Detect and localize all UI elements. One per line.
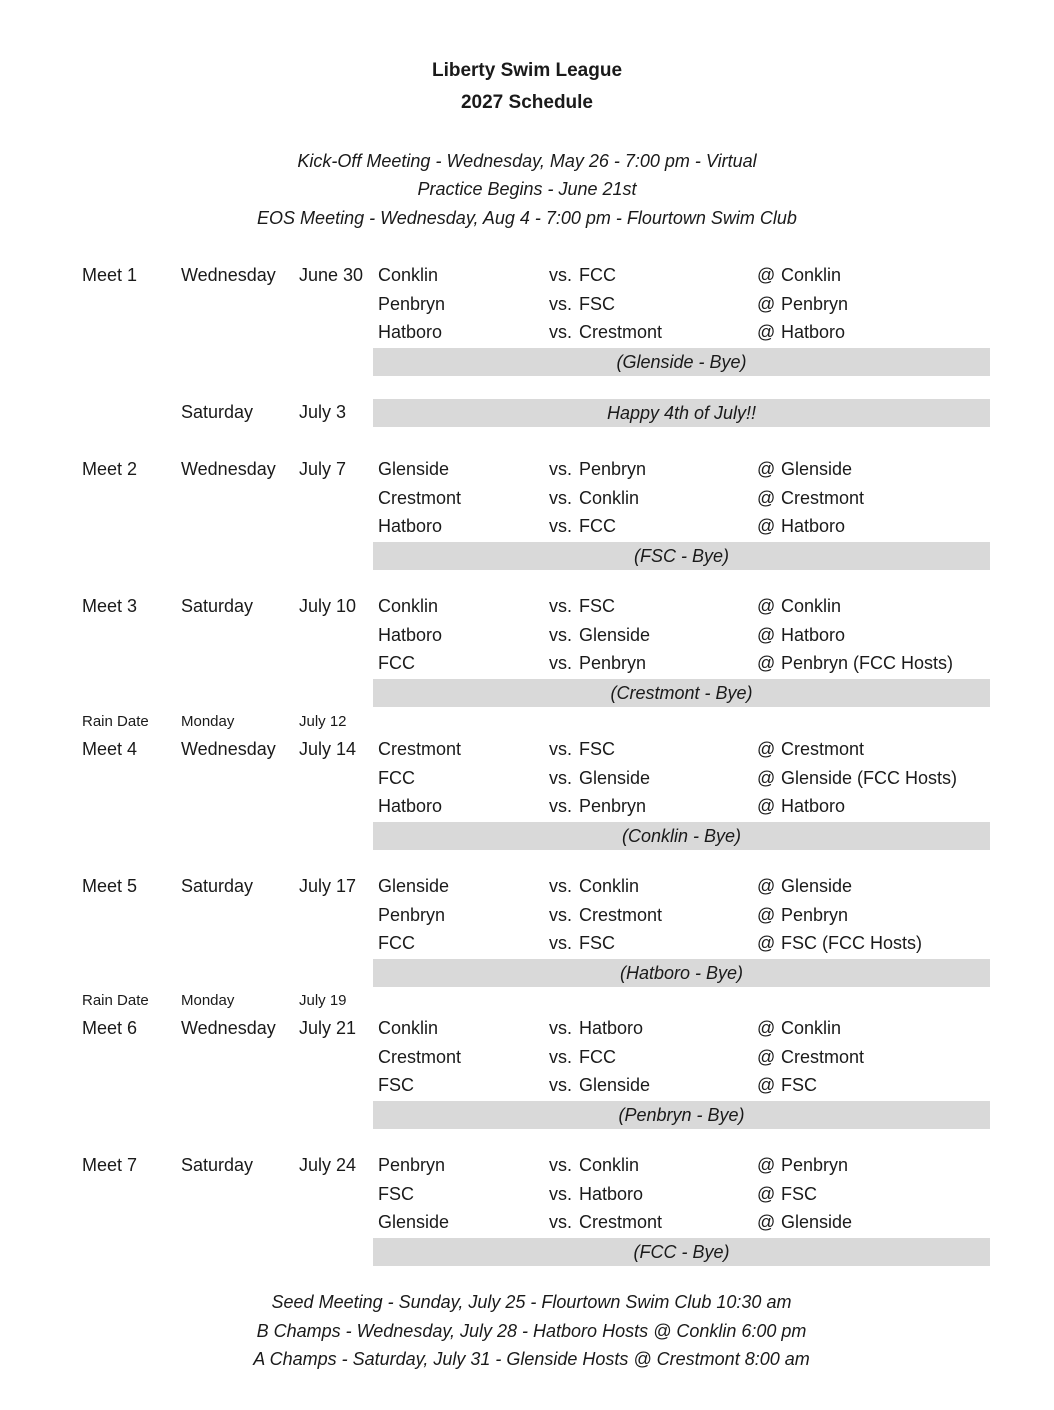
- opponent-team: Glenside: [579, 624, 651, 645]
- meet-date: July 24: [299, 1155, 357, 1175]
- vs-label: vs.: [549, 739, 573, 759]
- at-symbol: @: [757, 739, 776, 759]
- at-symbol: @: [757, 596, 776, 616]
- rain-date-label: Rain Date: [82, 713, 149, 730]
- footer-line: A Champs - Saturday, July 31 - Glenside Hosts @ Crestmont 8:00 am: [253, 1349, 810, 1369]
- vs-label: vs.: [549, 459, 573, 479]
- vs-label: vs.: [549, 904, 573, 925]
- vs-label: vs.: [549, 1155, 573, 1175]
- opponent-team: Conklin: [579, 487, 640, 508]
- meet-location: Penbryn (FCC Hosts): [781, 653, 954, 674]
- opponent-team: Hatboro: [579, 1183, 644, 1204]
- at-symbol: @: [757, 1075, 776, 1096]
- home-team: Penbryn: [378, 1155, 446, 1175]
- home-team: Conklin: [378, 1018, 439, 1038]
- meet-location: Glenside (FCC Hosts): [781, 767, 958, 788]
- meet-day: Wednesday: [181, 265, 276, 285]
- opponent-team: Hatboro: [579, 1018, 644, 1038]
- meet-date: July 17: [299, 876, 357, 896]
- at-symbol: @: [757, 516, 776, 537]
- vs-label: vs.: [549, 876, 573, 896]
- meet-day: Wednesday: [181, 739, 276, 759]
- at-symbol: @: [757, 767, 776, 788]
- home-team: Penbryn: [378, 293, 446, 314]
- footer-line: B Champs - Wednesday, July 28 - Hatboro Hosts @ Conklin 6:00 pm: [256, 1321, 807, 1341]
- at-symbol: @: [757, 1046, 776, 1067]
- opponent-team: Conklin: [579, 1155, 640, 1175]
- opponent-team: FSC: [579, 293, 615, 314]
- home-team: Crestmont: [378, 487, 462, 508]
- vs-label: vs.: [549, 624, 573, 645]
- home-team: FCC: [378, 767, 415, 788]
- meet-location: Conklin: [781, 265, 842, 285]
- home-team: FSC: [378, 1183, 414, 1204]
- meet-location: Crestmont: [781, 739, 865, 759]
- home-team: FCC: [378, 933, 415, 954]
- home-team: Glenside: [378, 876, 450, 896]
- rain-date-day: Monday: [181, 992, 235, 1009]
- meet-date: July 14: [299, 739, 357, 759]
- schedule-title: 2027 Schedule: [460, 92, 594, 113]
- vs-label: vs.: [549, 653, 573, 674]
- bye-note: (FCC - Bye): [373, 1238, 990, 1266]
- home-team: Hatboro: [378, 516, 443, 537]
- footer-line: Seed Meeting - Sunday, July 25 - Flourtown Swim Club 10:30 am: [271, 1292, 792, 1312]
- rain-date-day: Monday: [181, 713, 235, 730]
- opponent-team: Crestmont: [579, 1212, 663, 1233]
- opponent-team: FCC: [579, 516, 616, 537]
- vs-label: vs.: [549, 487, 573, 508]
- at-symbol: @: [757, 653, 776, 674]
- vs-label: vs.: [549, 1018, 573, 1038]
- rain-date-label: Rain Date: [82, 992, 149, 1009]
- vs-label: vs.: [549, 1183, 573, 1204]
- at-symbol: @: [757, 1183, 776, 1204]
- opponent-team: FSC: [579, 933, 615, 954]
- meet-date: June 30: [299, 265, 364, 285]
- at-symbol: @: [757, 1155, 776, 1175]
- opponent-team: Conklin: [579, 876, 640, 896]
- meet-label: Meet 5: [82, 876, 138, 896]
- meet-date: July 10: [299, 596, 357, 616]
- meet-day: Saturday: [181, 596, 254, 616]
- meet-location: Glenside: [781, 1212, 853, 1233]
- meet-location: Hatboro: [781, 624, 846, 645]
- vs-label: vs.: [549, 1046, 573, 1067]
- vs-label: vs.: [549, 293, 573, 314]
- at-symbol: @: [757, 487, 776, 508]
- meet-day: Wednesday: [181, 1018, 276, 1038]
- at-symbol: @: [757, 293, 776, 314]
- opponent-team: Crestmont: [579, 322, 663, 343]
- home-team: FSC: [378, 1075, 414, 1096]
- at-symbol: @: [757, 1212, 776, 1233]
- opponent-team: Glenside: [579, 1075, 651, 1096]
- home-team: FCC: [378, 653, 415, 674]
- meet-location: Conklin: [781, 1018, 842, 1038]
- home-team: Crestmont: [378, 739, 462, 759]
- at-symbol: @: [757, 1018, 776, 1038]
- vs-label: vs.: [549, 933, 573, 954]
- opponent-team: FSC: [579, 739, 615, 759]
- home-team: Glenside: [378, 459, 450, 479]
- opponent-team: Glenside: [579, 767, 651, 788]
- meet-location: Crestmont: [781, 487, 865, 508]
- home-team: Conklin: [378, 265, 439, 285]
- meet-location: Hatboro: [781, 516, 846, 537]
- meet-date: July 21: [299, 1018, 357, 1038]
- intro-line: EOS Meeting - Wednesday, Aug 4 - 7:00 pm - Flourtown Swim Club: [257, 208, 797, 228]
- at-symbol: @: [757, 624, 776, 645]
- meet-label: Meet 3: [82, 596, 138, 616]
- bye-note: (Penbryn - Bye): [373, 1101, 990, 1129]
- meet-date: July 3: [299, 402, 347, 422]
- bye-note: (Glenside - Bye): [373, 348, 990, 376]
- bye-note: (Conklin - Bye): [373, 822, 990, 850]
- meet-label: Meet 7: [82, 1155, 138, 1175]
- opponent-team: FCC: [579, 1046, 616, 1067]
- bye-note: (FSC - Bye): [373, 542, 990, 570]
- opponent-team: FCC: [579, 265, 616, 285]
- vs-label: vs.: [549, 1075, 573, 1096]
- meet-location: Penbryn: [781, 293, 849, 314]
- home-team: Conklin: [378, 596, 439, 616]
- bye-note: (Crestmont - Bye): [373, 679, 990, 707]
- meet-day: Saturday: [181, 402, 254, 422]
- meet-location: FSC: [781, 1183, 817, 1204]
- meet-location: Crestmont: [781, 1046, 865, 1067]
- at-symbol: @: [757, 904, 776, 925]
- vs-label: vs.: [549, 796, 573, 817]
- vs-label: vs.: [549, 1212, 573, 1233]
- vs-label: vs.: [549, 596, 573, 616]
- vs-label: vs.: [549, 322, 573, 343]
- meet-day: Saturday: [181, 876, 254, 896]
- vs-label: vs.: [549, 767, 573, 788]
- meet-location: Hatboro: [781, 322, 846, 343]
- opponent-team: FSC: [579, 596, 615, 616]
- vs-label: vs.: [549, 265, 573, 285]
- at-symbol: @: [757, 322, 776, 343]
- opponent-team: Crestmont: [579, 904, 663, 925]
- at-symbol: @: [757, 265, 776, 285]
- meet-location: Penbryn: [781, 1155, 849, 1175]
- intro-line: Practice Begins - June 21st: [417, 179, 637, 199]
- vs-label: vs.: [549, 516, 573, 537]
- at-symbol: @: [757, 796, 776, 817]
- rain-date-date: July 12: [299, 713, 347, 730]
- meet-day: Saturday: [181, 1155, 254, 1175]
- at-symbol: @: [757, 876, 776, 896]
- meet-location: Glenside: [781, 876, 853, 896]
- intro-line: Kick-Off Meeting - Wednesday, May 26 - 7:00 pm - Virtual: [297, 151, 757, 171]
- home-team: Hatboro: [378, 322, 443, 343]
- meet-location: FSC: [781, 1075, 817, 1096]
- home-team: Hatboro: [378, 624, 443, 645]
- home-team: Hatboro: [378, 796, 443, 817]
- meet-location: FSC (FCC Hosts): [781, 933, 922, 954]
- meet-label: Meet 4: [82, 739, 138, 759]
- meet-location: Glenside: [781, 459, 853, 479]
- meet-location: Hatboro: [781, 796, 846, 817]
- meet-date: July 7: [299, 459, 347, 479]
- opponent-team: Penbryn: [579, 796, 647, 817]
- at-symbol: @: [757, 933, 776, 954]
- opponent-team: Penbryn: [579, 459, 647, 479]
- league-title: Liberty Swim League: [431, 60, 623, 81]
- meet-label: Meet 2: [82, 459, 138, 479]
- at-symbol: @: [757, 459, 776, 479]
- home-team: Glenside: [378, 1212, 450, 1233]
- home-team: Crestmont: [378, 1046, 462, 1067]
- rain-date-date: July 19: [299, 992, 347, 1009]
- meet-day: Wednesday: [181, 459, 276, 479]
- meet-location: Penbryn: [781, 904, 849, 925]
- holiday-note: Happy 4th of July!!: [373, 399, 990, 427]
- bye-note: (Hatboro - Bye): [373, 959, 990, 987]
- home-team: Penbryn: [378, 904, 446, 925]
- meet-label: Meet 1: [82, 265, 138, 285]
- meet-location: Conklin: [781, 596, 842, 616]
- meet-label: Meet 6: [82, 1018, 138, 1038]
- opponent-team: Penbryn: [579, 653, 647, 674]
